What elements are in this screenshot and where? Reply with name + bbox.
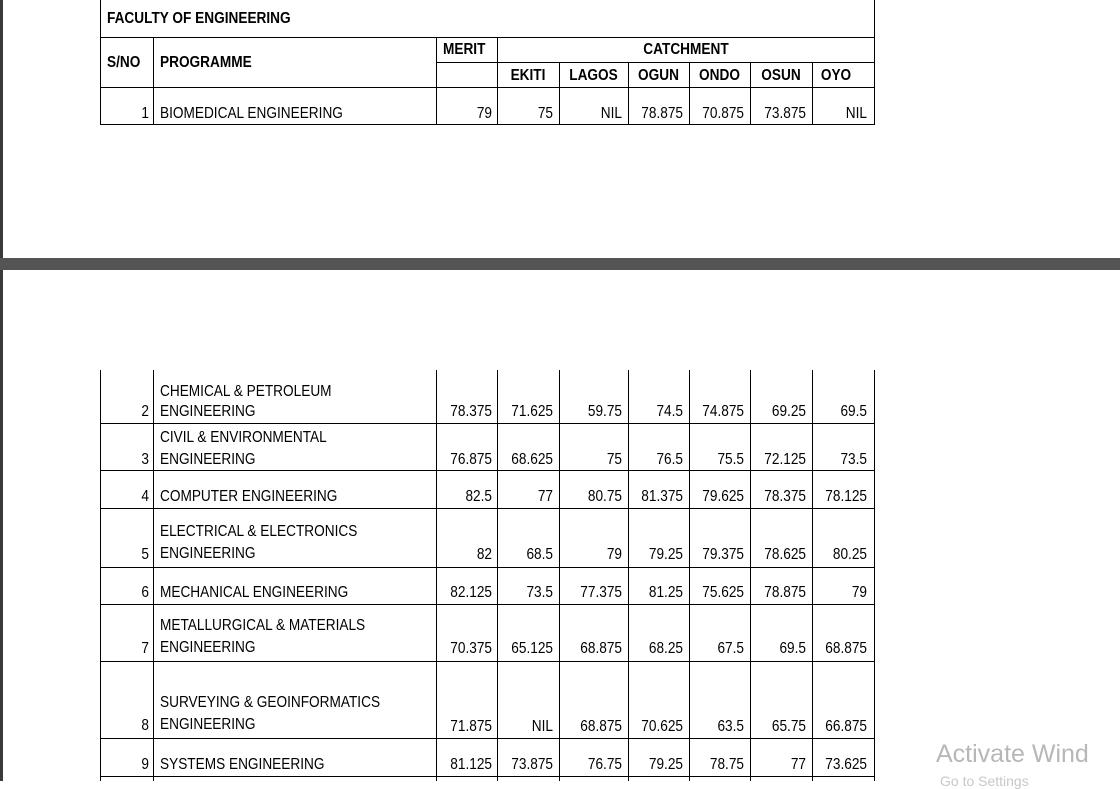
row-2-sno: 2 — [141, 403, 149, 420]
row-4-programme: COMPUTER ENGINEERING — [160, 488, 338, 505]
row-7-osun: 69.5 — [779, 640, 806, 657]
row-9-lagos: 76.75 — [587, 756, 622, 773]
row-9-osun: 77 — [790, 756, 806, 773]
row-2-programme-line1: CHEMICAL & PETROLEUM — [160, 383, 332, 400]
activate-windows-watermark: Activate Wind — [936, 740, 1089, 768]
row-5-ekiti: 68.5 — [526, 546, 553, 563]
row-2-ogun: 74.5 — [656, 403, 683, 420]
row-6-programme: MECHANICAL ENGINEERING — [160, 584, 349, 601]
row-8-osun: 65.75 — [771, 718, 806, 735]
row-4-sno: 4 — [141, 488, 149, 505]
row-6-sno: 6 — [141, 584, 149, 601]
header-merit: MERIT — [443, 41, 486, 58]
row-2-oyo: 69.5 — [840, 403, 867, 420]
row-3-programme-line2: ENGINEERING — [160, 451, 256, 468]
row-5-merit: 82 — [476, 546, 492, 563]
row-9-oyo: 73.625 — [825, 756, 867, 773]
row-1-lagos: NIL — [600, 105, 622, 122]
row-1-osun: 73.875 — [764, 105, 806, 122]
row-8-ekiti: NIL — [531, 718, 553, 735]
row-5-oyo: 80.25 — [832, 546, 867, 563]
row-4-ekiti: 77 — [537, 488, 553, 505]
row-5-programme-line2: ENGINEERING — [160, 545, 256, 562]
row-7-oyo: 68.875 — [825, 640, 867, 657]
faculty-title: FACULTY OF ENGINEERING — [107, 10, 291, 27]
activate-windows-subtext: Go to Settings — [940, 773, 1029, 789]
row-8-merit: 71.875 — [450, 718, 492, 735]
row-2-ekiti: 71.625 — [511, 403, 553, 420]
header-state-ogun: OGUN — [638, 67, 679, 84]
row-5-ogun: 79.25 — [648, 546, 683, 563]
row-3-programme-line1: CIVIL & ENVIRONMENTAL — [160, 429, 327, 446]
row-5-ondo: 79.375 — [702, 546, 744, 563]
row-2-merit: 78.375 — [450, 403, 492, 420]
row-7-programme-line2: ENGINEERING — [160, 639, 256, 656]
row-9-programme: SYSTEMS ENGINEERING — [160, 756, 325, 773]
row-6-oyo: 79 — [851, 584, 867, 601]
row-7-lagos: 68.875 — [580, 640, 622, 657]
row-1-merit: 79 — [476, 105, 492, 122]
document-page-2 — [0, 270, 1120, 781]
header-state-ondo: ONDO — [699, 67, 740, 84]
row-3-osun: 72.125 — [764, 451, 806, 468]
row-9-ondo: 78.75 — [709, 756, 744, 773]
row-1-oyo: NIL — [845, 105, 867, 122]
row-1-sno: 1 — [141, 105, 149, 122]
row-7-programme-line1: METALLURGICAL & MATERIALS — [160, 617, 366, 634]
row-3-ondo: 75.5 — [717, 451, 744, 468]
row-1-programme: BIOMEDICAL ENGINEERING — [160, 105, 343, 122]
row-8-lagos: 68.875 — [580, 718, 622, 735]
row-9-sno: 9 — [141, 756, 149, 773]
row-6-lagos: 77.375 — [580, 584, 622, 601]
header-programme: PROGRAMME — [160, 54, 252, 71]
row-5-lagos: 79 — [606, 546, 622, 563]
row-7-ondo: 67.5 — [717, 640, 744, 657]
page-separator — [0, 258, 1120, 270]
row-8-ondo: 63.5 — [717, 718, 744, 735]
row-1-ogun: 78.875 — [641, 105, 683, 122]
row-8-sno: 8 — [141, 717, 149, 734]
row-7-merit: 70.375 — [450, 640, 492, 657]
row-3-oyo: 73.5 — [840, 451, 867, 468]
header-state-oyo: OYO — [820, 67, 852, 84]
row-3-ogun: 76.5 — [656, 451, 683, 468]
row-5-programme-line1: ELECTRICAL & ELECTRONICS — [160, 523, 358, 540]
row-5-sno: 5 — [141, 546, 149, 563]
row-2-ondo: 74.875 — [702, 403, 744, 420]
row-8-oyo: 66.875 — [825, 718, 867, 735]
row-3-ekiti: 68.625 — [511, 451, 553, 468]
row-3-merit: 76.875 — [450, 451, 492, 468]
row-9-merit: 81.125 — [450, 756, 492, 773]
row-6-osun: 78.875 — [764, 584, 806, 601]
row-1-ekiti: 75 — [537, 105, 553, 122]
row-4-oyo: 78.125 — [825, 488, 867, 505]
row-4-osun: 78.375 — [764, 488, 806, 505]
row-7-ekiti: 65.125 — [511, 640, 553, 657]
header-state-lagos: LAGOS — [569, 67, 618, 84]
row-9-ekiti: 73.875 — [511, 756, 553, 773]
row-2-lagos: 59.75 — [587, 403, 622, 420]
row-6-ondo: 75.625 — [702, 584, 744, 601]
row-4-ogun: 81.375 — [641, 488, 683, 505]
row-5-osun: 78.625 — [764, 546, 806, 563]
row-2-programme-line2: ENGINEERING — [160, 403, 256, 420]
row-6-merit: 82.125 — [450, 584, 492, 601]
row-4-lagos: 80.75 — [587, 488, 622, 505]
header-sno: S/NO — [107, 54, 141, 71]
row-1-ondo: 70.875 — [702, 105, 744, 122]
row-2-osun: 69.25 — [771, 403, 806, 420]
row-4-merit: 82.5 — [465, 488, 492, 505]
row-3-lagos: 75 — [606, 451, 622, 468]
header-catchment: CATCHMENT — [643, 41, 729, 58]
row-7-sno: 7 — [141, 640, 149, 657]
row-8-programme-line2: ENGINEERING — [160, 716, 256, 733]
row-6-ogun: 81.25 — [648, 584, 683, 601]
row-7-ogun: 68.25 — [648, 640, 683, 657]
row-6-ekiti: 73.5 — [526, 584, 553, 601]
document-page-1 — [0, 0, 1120, 258]
header-state-osun: OSUN — [761, 67, 801, 84]
row-3-sno: 3 — [141, 451, 149, 468]
row-8-ogun: 70.625 — [641, 718, 683, 735]
row-4-ondo: 79.625 — [702, 488, 744, 505]
header-state-ekiti: EKITI — [510, 67, 546, 84]
row-8-programme-line1: SURVEYING & GEOINFORMATICS — [160, 694, 381, 711]
row-9-ogun: 79.25 — [648, 756, 683, 773]
